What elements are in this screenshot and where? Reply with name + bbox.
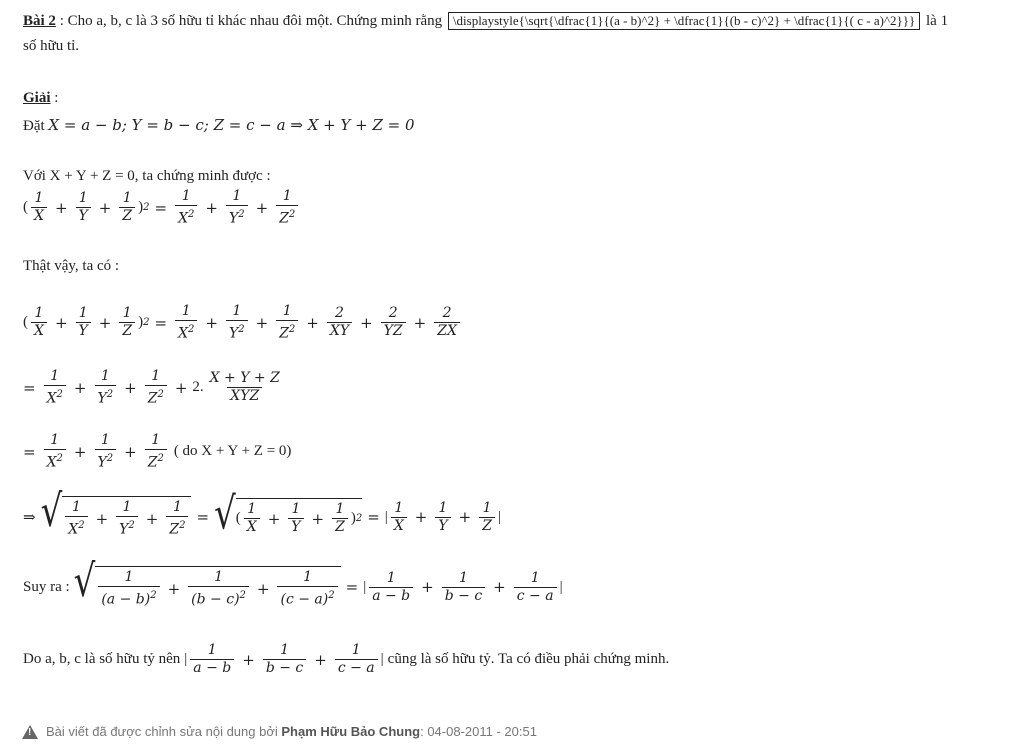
conclusion-prefix: Do a, b, c là số hữu tỷ nên xyxy=(23,651,181,667)
solution-label: Giải xyxy=(23,90,51,106)
solution-colon: : xyxy=(50,90,59,106)
edit-note xyxy=(22,724,537,739)
claim-intro: Với X + Y + Z = 0, ta chứng minh được : xyxy=(23,168,271,184)
consequence-label: Suy ra : xyxy=(23,578,70,595)
consequence-line: Suy ra : √ $\frac{1}{(a - b)^2}$ + $\frac{1}{(b - c)^2}$ + $\frac{1}{(c - a)^2}$ = | $\frac{1}{a - b}$ + $\frac{1}{b - c}$ + $\frac{1}{c - a}$ | xyxy=(23,555,563,608)
substitution-line xyxy=(23,116,415,135)
latex-source-box: \displaystyle{\sqrt{\dfrac{1}{(a - b)^2} + \dfrac{1}{(b - c)^2} + \dfrac{1}{( c - a)^2}}} xyxy=(448,12,920,30)
expansion-line: ( $\frac{1}{X}$ + $\frac{1}{Y}$ + $\frac{1}{Z}$ ) 2 = $\frac{1}{X^2}$ + $\frac{1}{Y^2}$ + $\frac{1}{Z^2}$ + $\frac{2}{XY}$ + $\frac{2}{YZ}$ + $\frac{2}{ZX}$ xyxy=(23,303,463,343)
conclusion-line: Do a, b, c là số hữu tỷ nên | $\frac{1}{a - b}$ + $\frac{1}{b - c}$ + $\frac{1}{c - a}$ | cũng là số hữu tỷ. Ta có điều phải chứng minh. xyxy=(23,642,670,676)
problem-tail: là 1 xyxy=(926,13,949,29)
regroup-line: = $\frac{1}{X^2}$ + $\frac{1}{Y^2}$ + $\frac{1}{Z^2}$ + 2. $\frac{X + Y + Z}{\text{XYZ}}$ xyxy=(23,368,280,407)
claim-identity: ( $\frac{1}{X}$ + $\frac{1}{Y}$ + $\frac{1}{Z}$ ) 2 = $\frac{1}{X^2}$ + $\frac{1}{Y^2}$ + $\frac{1}{Z^2}$ xyxy=(23,188,301,228)
conclusion-suffix: cũng là số hữu tỷ. Ta có điều phải chứng minh. xyxy=(387,651,670,667)
sqrt-equality-line: ⇒ √ $\frac{1}{X^2}$ + $\frac{1}{Y^2}$ + $\frac{1}{Z^2}$ = √ ( $\frac{1}{X}$ + $\frac{1}{Y}$ + $\frac{1}{Z}$ ) 2 = | $\frac{1}{X}$ + $\frac{1}{Y}$ + $\frac{1}{Z}$ | xyxy=(23,485,501,541)
edit-note-date: : 04-08-2011 - 20:51 xyxy=(420,724,537,739)
edit-note-text: Bài viết đã được chỉnh sửa nội dung bởi xyxy=(46,724,278,739)
simplify-note: ( do X + Y + Z = 0) xyxy=(173,443,292,460)
problem-label: Bài 2 xyxy=(23,13,56,29)
substitution-math: X = a − b; Y = b − c; Z = c − a ⇒ X + Y + Z = 0 xyxy=(48,116,415,134)
warning-icon xyxy=(22,725,38,739)
substitution-prefix: Đặt xyxy=(23,118,45,134)
simplify-line: = $\frac{1}{X^2}$ + $\frac{1}{Y^2}$ + $\frac{1}{Z^2}$ ( do X + Y + Z = 0) xyxy=(23,432,292,471)
problem-statement xyxy=(23,12,948,30)
problem-tail-line: số hữu tỉ. xyxy=(23,38,80,54)
solution-heading xyxy=(23,90,58,107)
edit-note-author[interactable]: Phạm Hữu Bảo Chung xyxy=(281,724,421,739)
proof-intro: Thật vậy, ta có : xyxy=(23,258,120,274)
problem-text: : Cho a, b, c là 3 số hữu tỉ khác nhau đôi một. Chứng minh rằng xyxy=(59,13,443,29)
